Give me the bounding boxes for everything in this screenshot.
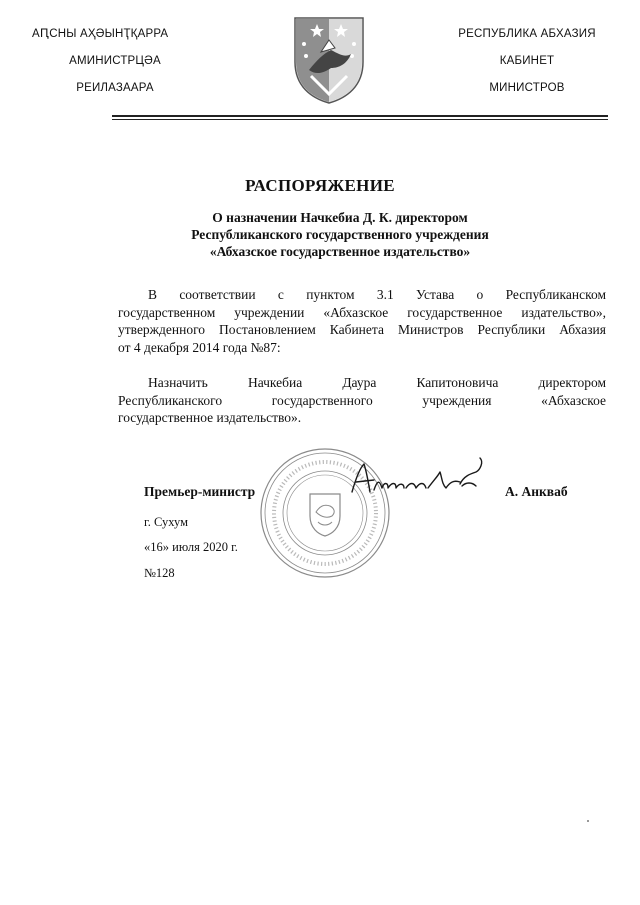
paragraph-line: государственном учреждении «Абхазское государственное издательство»,: [118, 304, 606, 320]
letterhead-right-line-3: МИНИСТРОВ: [489, 82, 565, 94]
document-subject: [110, 209, 570, 260]
paragraph-line: Назначить Начкебиа Даура Капитоновича директором: [148, 375, 606, 390]
paragraph-line: от 4 декабря 2014 года №87:: [118, 339, 281, 355]
scan-speck: [587, 820, 589, 822]
handwritten-signature-icon: [330, 452, 500, 512]
document-date: «16» июля 2020 г.: [144, 540, 238, 554]
letterhead-left-line-2: АМИНИСТРЦӘА: [69, 55, 161, 67]
state-emblem-icon: [291, 14, 367, 106]
subject-line-3: «Абхазское государственное издательство»: [209, 244, 471, 259]
letterhead-right-line-1: РЕСПУБЛИКА АБХАЗИЯ: [458, 28, 596, 40]
paragraph-line: В соответствии с пунктом 3.1 Устава о Республиканском: [148, 287, 606, 302]
letterhead-right-line-2: КАБИНЕТ: [499, 55, 555, 67]
paragraph-line: государственное издательство».: [118, 410, 302, 425]
letterhead-right: [432, 26, 622, 107]
paragraph-line: утвержденного Постановлением Кабинета Министров Республики Абхазия: [118, 322, 606, 337]
letterhead-divider-thin: [112, 119, 608, 120]
document-number: №128: [144, 566, 175, 580]
paragraph-line: Республиканского государственного учреждения «Абхазское: [118, 392, 606, 408]
document-title: РАСПОРЯЖЕНИЕ: [245, 176, 395, 195]
subject-line-1: О назначении Начкебиа Д. К. директором: [212, 210, 468, 225]
letterhead-left: [20, 26, 210, 107]
signatory-name: А. Анкваб: [505, 484, 568, 499]
letterhead-left-line-3: РЕИЛАЗААРА: [76, 82, 154, 94]
letterhead-divider-thick: [112, 115, 608, 117]
paragraph-order: [118, 374, 606, 427]
signatory-title: Премьер-министр: [144, 484, 256, 499]
document-place: г. Сухум: [144, 515, 189, 529]
letterhead-left-line-1: АԤСНЫ АҲӘЫНҬҚАРРА: [32, 28, 169, 40]
paragraph-preamble: [118, 286, 606, 356]
subject-line-2: Республиканского государственного учреждения: [191, 227, 489, 242]
